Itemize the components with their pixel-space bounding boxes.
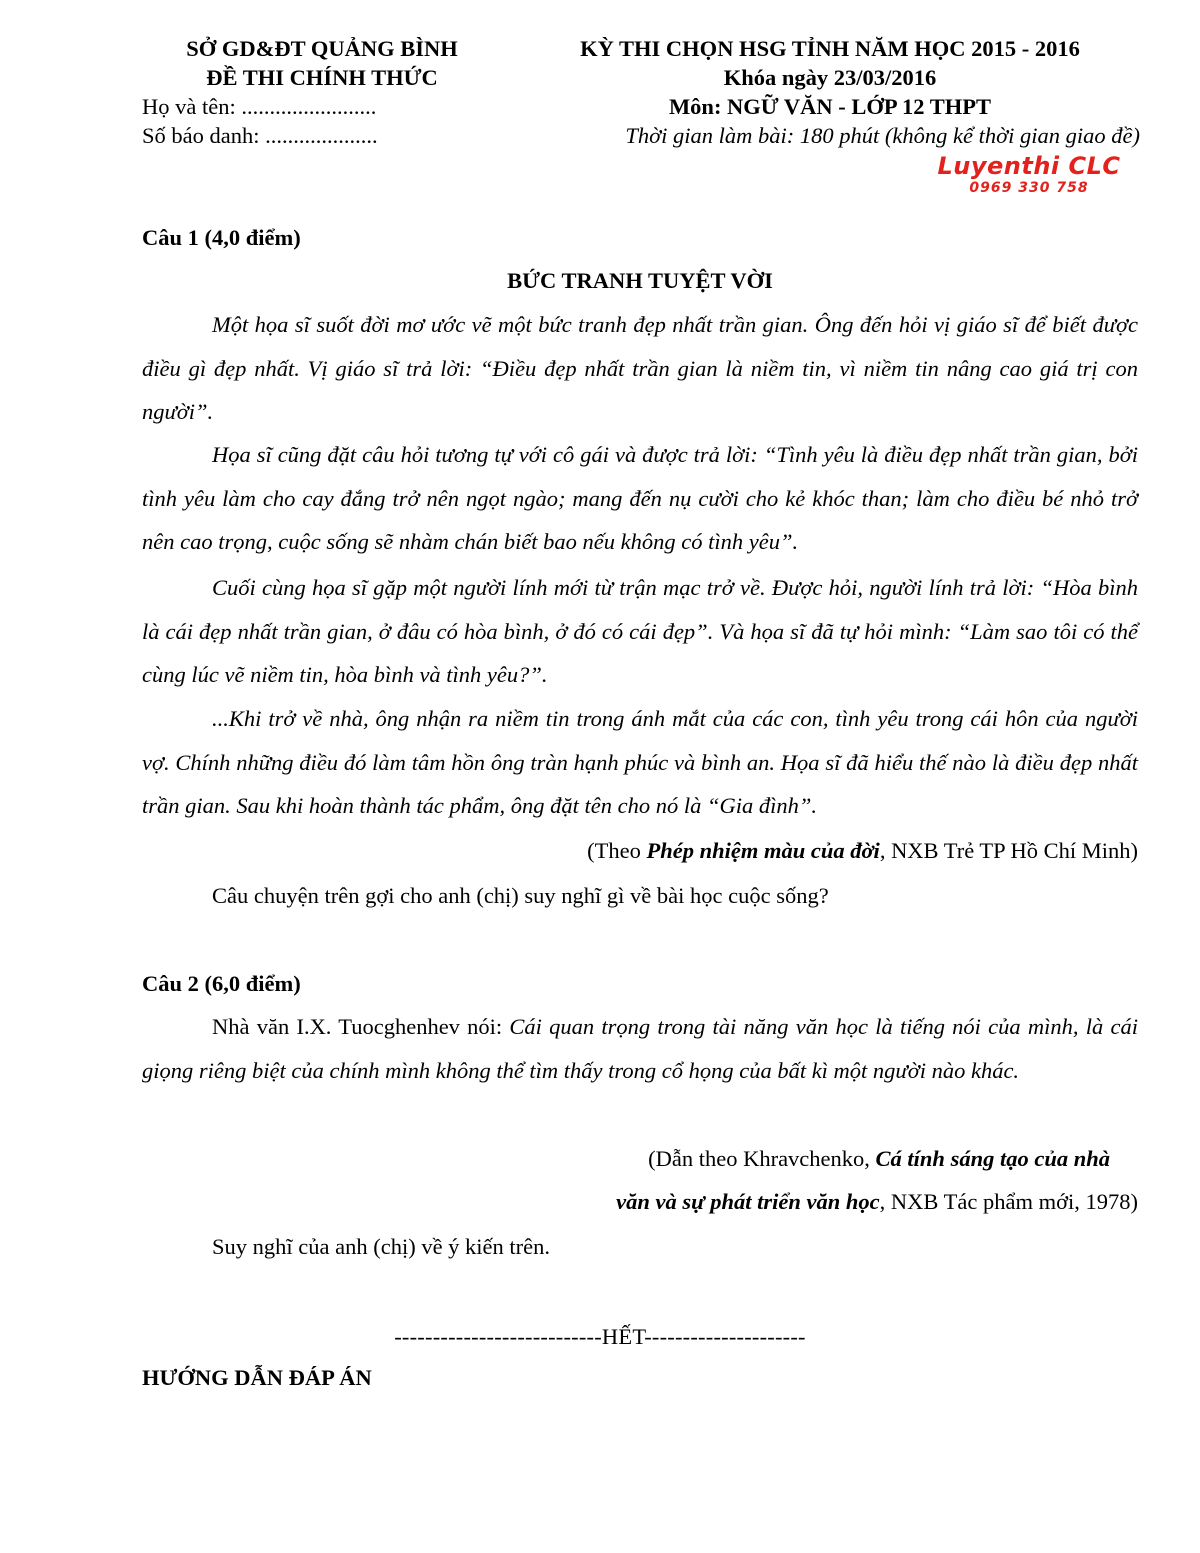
header-right — [520, 34, 1140, 150]
story-title: BỨC TRANH TUYỆT VỜI — [507, 268, 773, 293]
candidate-id-field: Số báo danh: .................... — [142, 123, 378, 148]
story-source: (Theo Phép nhiệm màu của đời, NXB Trẻ TP Hồ Chí Minh) — [587, 838, 1138, 863]
exam-subject: Môn: NGỮ VĂN - LỚP 12 THPT — [668, 94, 992, 119]
brand-name: Luyenthi CLC — [937, 152, 1121, 180]
story-paragraph: ...Khi trở về nhà, ông nhận ra niềm tin trong ánh mắt của các con, tình yêu trong cái hôn của người vợ. Chính những điều đó làm tâm hồn ông tràn hạnh phúc và bình an. Họa sĩ đã hiểu thế nào là điều đẹp nhất trần gian. Sau khi hoàn thành tác phẩm, ông đặt tên cho nó là “Gia đình”. — [142, 706, 1138, 818]
exam-duration: Thời gian làm bài: 180 phút (không kể thời gian giao đề) — [625, 123, 1140, 148]
brand-phone: 0969 330 758 — [969, 180, 1089, 196]
quote-text: Cái quan trọng trong tài năng văn học là tiếng nói của mình, là cái giọng riêng biệt của chính mình không thể tìm thấy trong cổ họng của bất kì một người nào khác. — [142, 1014, 1138, 1083]
candidate-name-field: Họ và tên: ........................ — [142, 94, 377, 119]
exam-type: ĐỀ THI CHÍNH THỨC — [206, 65, 438, 90]
question-2-title: Câu 2 (6,0 điểm) — [142, 971, 301, 996]
brand-watermark — [920, 152, 1138, 200]
quote-source-line-2: văn và sự phát triển văn học, NXB Tác phẩm mới, 1978) — [616, 1189, 1138, 1214]
question-2-quote-paragraph — [142, 1005, 1138, 1092]
quote-intro: Nhà văn I.X. Tuocghenhev nói: — [212, 1014, 510, 1039]
header-left — [142, 34, 502, 150]
quote-source-line-1: (Dẫn theo Khravchenko, Cá tính sáng tạo của nhà — [648, 1146, 1110, 1171]
end-marker: ---------------------------HẾT--------------------- — [394, 1324, 806, 1349]
question-1-title: Câu 1 (4,0 điểm) — [142, 225, 301, 250]
question-1-prompt: Câu chuyện trên gợi cho anh (chị) suy nghĩ gì về bài học cuộc sống? — [212, 883, 829, 908]
story-paragraph: Cuối cùng họa sĩ gặp một người lính mới từ trận mạc trở về. Được hỏi, người lính trả lời: “Hòa bình là cái đẹp nhất trần gian, ở đâu có hòa bình, ở đó có cái đẹp”. Và họa sĩ đã tự hỏi mình: “Làm sao tôi có thể cùng lúc vẽ niềm tin, hòa bình và tình yêu?”. — [142, 575, 1138, 687]
exam-name: KỲ THI CHỌN HSG TỈNH NĂM HỌC 2015 - 2016 — [580, 36, 1080, 61]
answer-heading: HƯỚNG DẪN ĐÁP ÁN — [142, 1365, 372, 1390]
source-book-title: Phép nhiệm màu của đời — [646, 838, 880, 863]
department-name: SỞ GD&ĐT QUẢNG BÌNH — [186, 36, 458, 61]
question-2-prompt: Suy nghĩ của anh (chị) về ý kiến trên. — [212, 1234, 551, 1259]
story-paragraph: Họa sĩ cũng đặt câu hỏi tương tự với cô gái và được trả lời: “Tình yêu là điều đẹp nhất trần gian, bởi tình yêu làm cho cay đắng trở nên ngọt ngào; mang đến nụ cười cho kẻ khóc than; làm cho điều bé nhỏ trở nên cao trọng, cuộc sống sẽ nhàm chán biết bao nếu không có tình yêu”. — [142, 442, 1138, 554]
exam-date: Khóa ngày 23/03/2016 — [723, 65, 937, 90]
story-paragraph: Một họa sĩ suốt đời mơ ước vẽ một bức tranh đẹp nhất trần gian. Ông đến hỏi vị giáo sĩ để biết được điều gì đẹp nhất. Vị giáo sĩ trả lời: “Điều đẹp nhất trần gian là niềm tin, vì niềm tin nâng cao giá trị con người”. — [142, 312, 1138, 424]
